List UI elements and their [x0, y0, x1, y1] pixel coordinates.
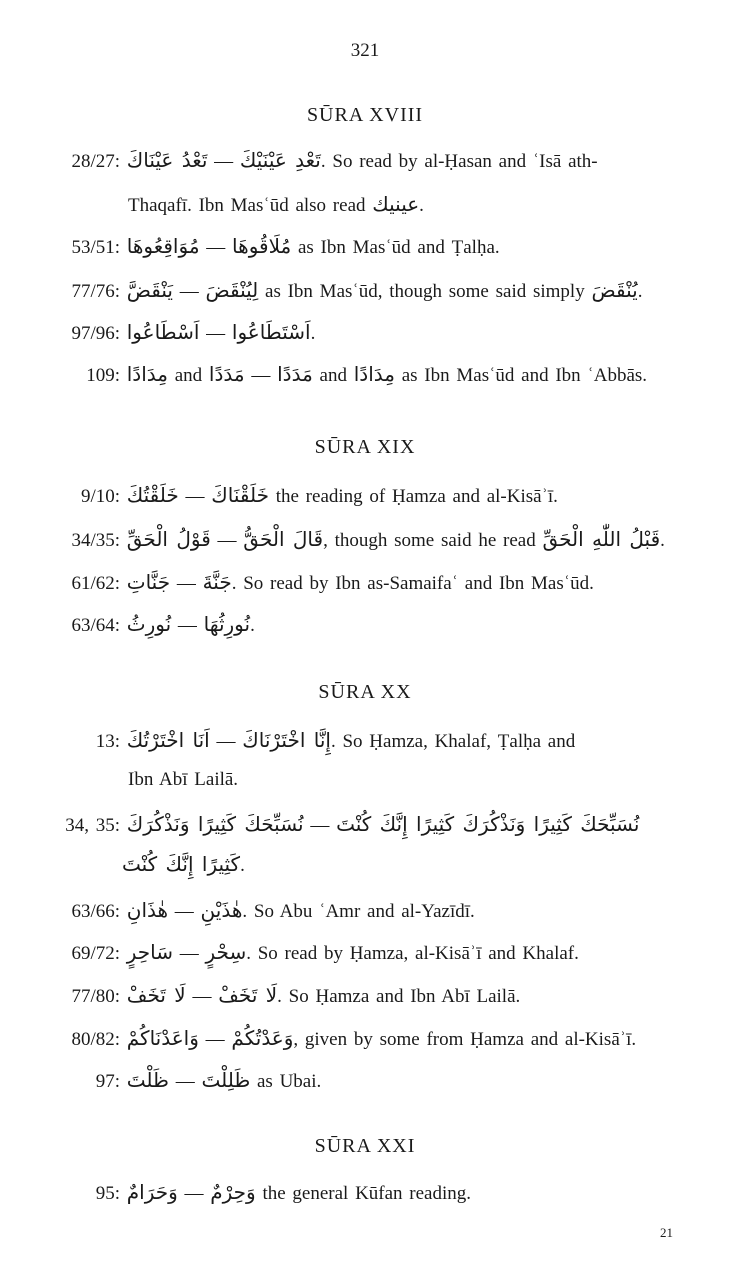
arabic-variant: نُورِثُ [126, 612, 172, 636]
entry-line [50, 148, 598, 173]
note-text: Ibn Abī Lailā. [128, 769, 239, 790]
verse-ref: 34/35: [71, 530, 120, 551]
separator: — [199, 323, 232, 344]
page-number: 321 [350, 40, 380, 61]
arabic-reading: سِحْرٍ [205, 940, 247, 964]
arabic-reading: يُنْقَضَ [591, 278, 638, 302]
separator: — [199, 237, 233, 258]
verse-ref: 77/80: [71, 986, 120, 1007]
note-text: — [244, 365, 278, 386]
arabic-reading: لِيُنْقَضَ [205, 278, 259, 302]
arabic-reading: مَدَدًا [277, 362, 313, 386]
entry-line [50, 278, 642, 303]
note-text: and [312, 365, 354, 386]
entry-line [50, 362, 647, 387]
note-text: . [660, 530, 665, 551]
separator: — [168, 1071, 202, 1092]
arabic-variant: ظَلْتَ [126, 1068, 169, 1092]
entry-line [50, 320, 315, 345]
arabic-reading: هٰذَيْنِ [200, 898, 243, 922]
note-text: the reading of Ḥamza and al-Kisāʾī. [268, 486, 558, 507]
separator: — [303, 815, 337, 836]
entry-line [50, 812, 639, 837]
verse-ref: 53/51: [71, 237, 120, 258]
separator: — [168, 901, 201, 922]
arabic-variant: وَاعَدْنَاكُمْ [126, 1026, 199, 1050]
note-text: . So Abu ʿAmr and al-Yazīdī. [242, 901, 475, 922]
arabic-variant: قَوْلُ الْحَقِّ [126, 527, 211, 551]
note-text: . So read by al-Ḥasan and ʿIsā ath- [320, 151, 598, 172]
arabic-reading: جَنَّةَ [202, 570, 232, 594]
note-text: , given by some from Ḥamza and al-Kisāʾī. [293, 1029, 637, 1050]
entry-line [50, 234, 500, 259]
sura-heading: SŪRA XVIII [306, 104, 424, 126]
arabic-reading: مَدَدًا [208, 362, 245, 386]
verse-ref: 63/66: [71, 901, 120, 922]
note-text: , though some said he read [323, 530, 536, 551]
entry-line [50, 570, 594, 595]
verse-ref: 77/76: [71, 281, 120, 302]
entry-line [50, 1180, 471, 1205]
note-text: . [250, 615, 255, 636]
note-text: as Ubai. [250, 1071, 322, 1092]
arabic-reading: إِنَّا اخْتَرْنَاكَ [242, 728, 331, 752]
arabic-variant: لَا تَخَفْ [126, 983, 186, 1007]
note-text: . [240, 855, 245, 876]
arabic-variant: سَاحِرٍ [126, 940, 173, 964]
verse-ref: 9/10: [80, 486, 120, 507]
note-text: the general Kūfan reading. [255, 1183, 472, 1204]
arabic-variant: وَحَرَامٌ [126, 1180, 178, 1204]
arabic-reading: تَعْدِ عَيْنَيْكَ [239, 148, 321, 172]
note-text: . So read by Ḥamza, al-Kisāʾī and Khalaf. [246, 943, 579, 964]
separator: — [210, 530, 244, 551]
verse-ref: 95: [95, 1183, 120, 1204]
arabic-reading: كَثِيرًا إِنَّكَ كُنْتَ [122, 852, 241, 876]
sura-heading: SŪRA XXI [314, 1135, 416, 1157]
arabic-reading: قَالَ الْحَقُّ [243, 527, 324, 551]
arabic-variant: تَعْدُ عَيْنَاكَ [126, 148, 208, 172]
separator: — [198, 1029, 232, 1050]
arabic-reading: نُورِثُهَا [203, 612, 251, 636]
arabic-variant: خَلَقْتُكَ [126, 483, 179, 507]
arabic-reading: وَعَدْتُكُمْ [231, 1026, 294, 1050]
entry-line [50, 983, 520, 1008]
arabic-reading: لَا تَخَفْ [218, 983, 278, 1007]
verse-ref: 61/62: [71, 573, 120, 594]
entry-line [50, 728, 575, 753]
separator: and [167, 365, 209, 386]
separator: — [209, 731, 243, 752]
separator: — [185, 986, 219, 1007]
verse-ref: 69/72: [71, 943, 120, 964]
arabic-variant: جَنَّاتِ [126, 570, 171, 594]
separator: — [173, 943, 206, 964]
entry-continuation [122, 852, 245, 877]
entry-line [50, 527, 665, 552]
arabic-variant: يَنْقَضَّ [126, 278, 173, 302]
note-text: as Ibn Masʿūd and Ṭalḥa. [291, 237, 500, 258]
arabic-reading: عينيك [372, 192, 420, 216]
note-text: . [637, 281, 643, 302]
separator: — [177, 1183, 211, 1204]
note-text: . So read by Ibn as-Samaifaʿ and Ibn Masʿūd. [231, 573, 594, 594]
sura-heading: SŪRA XX [318, 681, 412, 703]
arabic-reading: نُسَبِّحَكَ كَثِيرًا وَنَذْكُرَكَ كَثِيرًا إِنَّكَ كُنْتَ [336, 812, 640, 836]
arabic-reading: مُلَاقُوهَا [232, 234, 292, 258]
entry-line [50, 1068, 321, 1093]
arabic-reading: اَسْتَطَاعُوا [231, 320, 311, 344]
entry-line [50, 1026, 636, 1051]
verse-ref: 80/82: [71, 1029, 120, 1050]
note-text: . [310, 323, 316, 344]
entry-continuation [128, 192, 424, 217]
arabic-reading: وَحِرْمٌ [210, 1180, 256, 1204]
entry-line [50, 483, 558, 508]
entry-continuation [128, 769, 238, 791]
note-text: as Ibn Masʿūd and Ibn ʿAbbās. [394, 365, 648, 386]
arabic-reading: ظَلِلْتَ [201, 1068, 251, 1092]
arabic-variant: اَنَا اخْتَرْتُكَ [126, 728, 210, 752]
arabic-reading: مِدَادًا [353, 362, 395, 386]
verse-ref: 109: [86, 365, 120, 386]
arabic-reading: قَبْلُ اللّٰهِ الْحَقِّ [542, 527, 661, 551]
note-text: as Ibn Masʿūd, though some said simply [258, 281, 585, 302]
note-text: . So Ḥamza, Khalaf, Ṭalḥa and [330, 731, 576, 752]
arabic-variant: مُوَاقِعُوهَا [126, 234, 200, 258]
arabic-variant: هٰذَانِ [126, 898, 169, 922]
sura-heading: SŪRA XIX [314, 436, 416, 458]
note-text: Thaqafī. Ibn Masʿūd also read [128, 195, 366, 216]
note-text: . So Ḥamza and Ibn Abī Lailā. [277, 986, 521, 1007]
note-text: . [419, 195, 424, 216]
entry-line [50, 612, 255, 637]
separator: — [170, 573, 203, 594]
verse-ref: 13: [95, 731, 120, 752]
separator: — [172, 281, 206, 302]
verse-ref: 63/64: [71, 615, 120, 636]
verse-ref: 97/96: [71, 323, 120, 344]
arabic-reading: خَلَقْنَاكَ [211, 483, 269, 507]
arabic-variant: اَسْطَاعُوا [126, 320, 200, 344]
arabic-variant: نُسَبِّحَكَ كَثِيرًا وَنَذْكُرَكَ [126, 812, 304, 836]
verse-ref: 28/27: [71, 151, 120, 172]
entry-line [50, 940, 579, 965]
separator: — [207, 151, 240, 172]
entry-line [50, 898, 475, 923]
footer-signature: 21 [660, 1225, 673, 1240]
separator: — [171, 615, 204, 636]
verse-ref: 34, 35: [65, 815, 120, 836]
verse-ref: 97: [95, 1071, 120, 1092]
separator: — [178, 486, 212, 507]
arabic-variant: مِدَادًا [126, 362, 168, 386]
